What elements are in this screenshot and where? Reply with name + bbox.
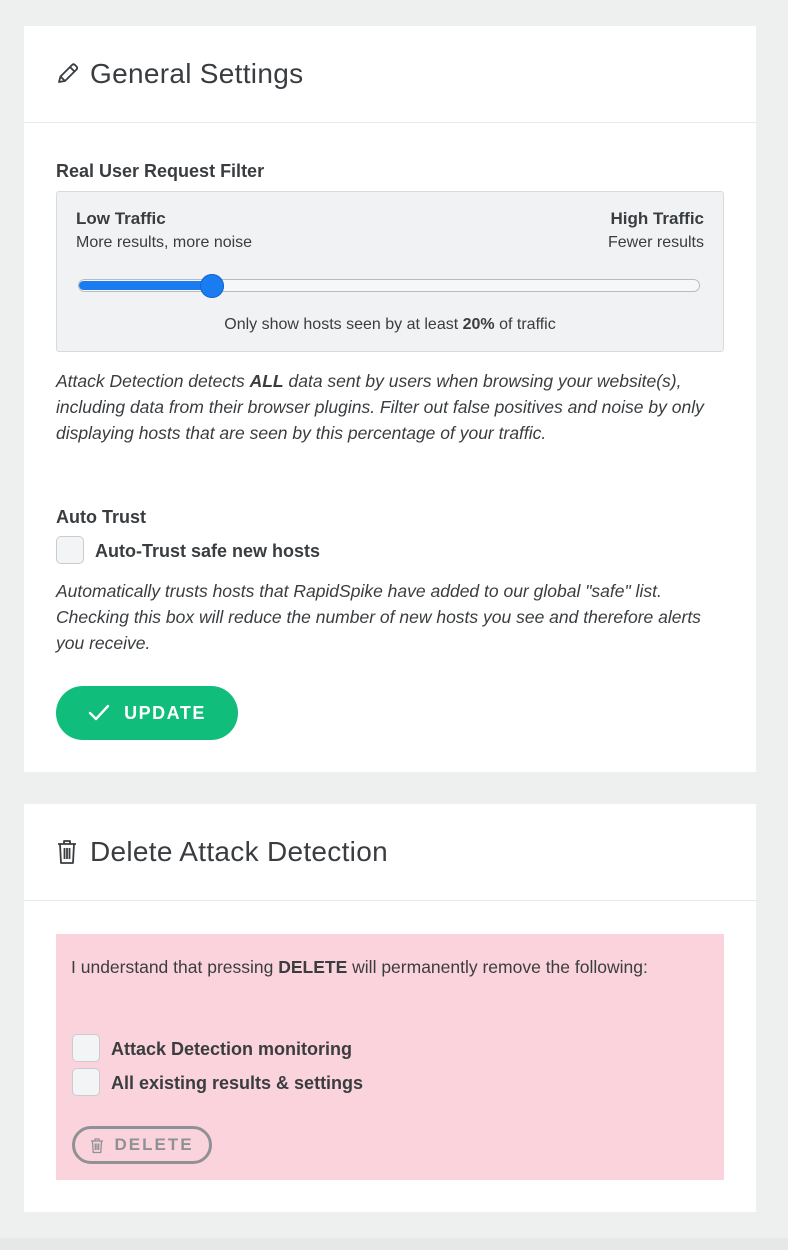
slider-thumb[interactable] — [200, 274, 224, 298]
caption-prefix: Only show hosts seen by at least — [224, 316, 459, 333]
auto-trust-checkbox-label[interactable]: Auto-Trust safe new hosts — [95, 541, 321, 561]
delete-title: Delete Attack Detection — [90, 836, 388, 867]
auto-trust-description: Automatically trusts hosts that RapidSpike have added to our global "safe" list. Checking this box will reduce the number of new hosts you see and therefore alerts you receive. — [56, 581, 701, 653]
delete-header — [24, 804, 756, 901]
low-traffic-subtitle: More results, more noise — [76, 234, 253, 251]
slider-caption — [57, 316, 723, 334]
auto-trust-label: Auto Trust — [56, 507, 146, 527]
high-traffic-subtitle: Fewer results — [607, 234, 704, 251]
desc-bold: ALL — [249, 371, 284, 391]
desc-prefix: Attack Detection detects — [56, 371, 245, 391]
caption-value: 20% — [462, 316, 495, 333]
delete-button[interactable] — [72, 1126, 212, 1164]
caption-suffix: of traffic — [499, 316, 556, 333]
traffic-slider[interactable] — [78, 279, 700, 292]
warning-suffix: will permanently remove the following: — [352, 957, 648, 977]
delete-attack-detection-card — [24, 804, 756, 1212]
results-checkbox[interactable] — [72, 1068, 100, 1096]
filter-label: Real User Request Filter — [56, 161, 265, 181]
delete-confirmation-box — [56, 934, 724, 1180]
page-bottom-strip — [0, 1238, 788, 1250]
auto-trust-checkbox[interactable] — [56, 536, 84, 564]
general-settings-header — [24, 26, 756, 123]
low-traffic-title: Low Traffic — [76, 209, 166, 228]
high-traffic-title: High Traffic — [610, 209, 704, 228]
delete-button-label: DELETE — [114, 1135, 194, 1154]
filter-description — [56, 368, 728, 446]
update-button-label: UPDATE — [124, 702, 206, 723]
results-checkbox-label[interactable]: All existing results & settings — [111, 1073, 364, 1093]
general-settings-title: General Settings — [90, 58, 304, 89]
request-filter-box — [56, 191, 724, 352]
warning-bold: DELETE — [278, 957, 348, 977]
monitoring-checkbox-label[interactable]: Attack Detection monitoring — [111, 1039, 353, 1059]
update-button[interactable] — [56, 686, 238, 740]
delete-warning-text — [71, 952, 711, 983]
slider-fill — [79, 281, 212, 290]
warning-prefix: I understand that pressing — [71, 957, 274, 977]
pencil-icon — [56, 60, 80, 88]
monitoring-checkbox[interactable] — [72, 1034, 100, 1062]
desc-suffix: data sent by users when browsing your website(s), including data from their browser plugins. Filter out false positives and noise by only displaying hosts that are seen by this percentage of your traffic. — [56, 371, 704, 443]
checkmark-icon — [88, 704, 110, 722]
general-settings-card — [24, 26, 756, 772]
trash-icon — [56, 838, 80, 866]
trash-icon — [90, 1137, 104, 1154]
